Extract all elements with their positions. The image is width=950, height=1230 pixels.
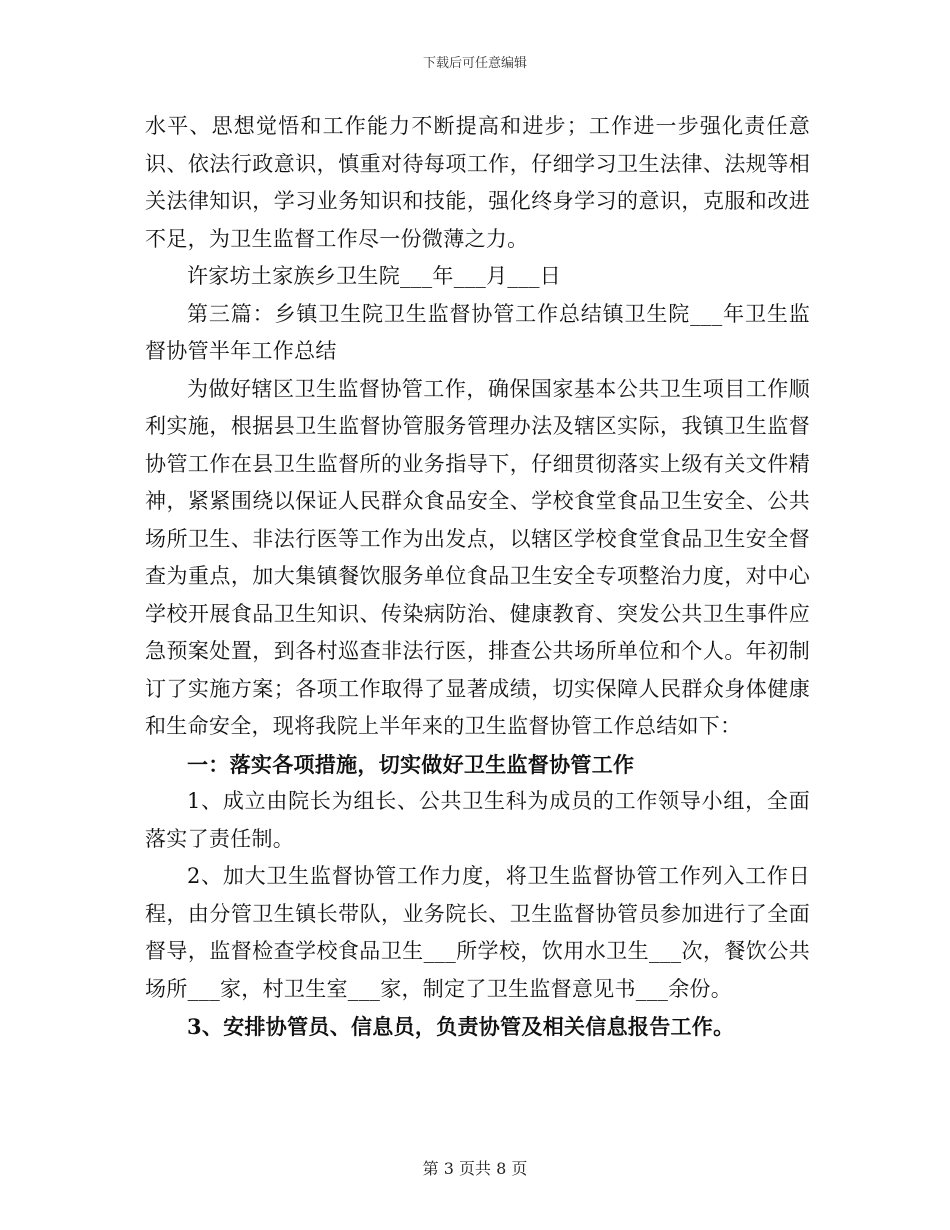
paragraph-introduction: 为做好辖区卫生监督协管工作，确保国家基本公共卫生项目工作顺利实施，根据县卫生监督协管服务管理办法及辖区实际，我镇卫生监督协管工作在县卫生监督所的业务指导下，仔细贯彻落实上级有关文件精神，紧紧围绕以保证人民群众食品安全、学校食堂食品卫生安全、公共场所卫生、非法行医等工作为出发点，以辖区学校食堂食品卫生安全督查为重点，加大集镇餐饮服务单位食品卫生安全专项整治力度，对中心学校开展食品卫生知识、传染病防治、健康教育、突发公共卫生事件应急预案处置，到各村巡查非法行医，排查公共场所单位和个人。年初制订了实施方案；各项工作取得了显著成绩，切实保障人民群众身体健康和生命安全，现将我院上半年来的卫生监督协管工作总结如下： bbox=[145, 376, 810, 738]
heading-item-3: 3、安排协管员、信息员，负责协管及相关信息报告工作。 bbox=[187, 1014, 735, 1039]
paragraph-section-title: 第三篇：乡镇卫生院卫生监督协管工作总结镇卫生院___年卫生监督协管半年工作总结 bbox=[145, 301, 810, 363]
paragraph-item-2: 2、加大卫生监督协管工作力度，将卫生监督协管工作列入工作日程，由分管卫生镇长带队，业务院长、卫生监督协管员参加进行了全面督导，监督检查学校食品卫生___所学校，饮用水卫生___次，餐饮公共场所___家，村卫生室___家，制定了卫生监督意见书___余份。 bbox=[145, 864, 810, 1001]
heading-section-one: 一：落实各项措施，切实做好卫生监督协管工作 bbox=[187, 751, 635, 777]
paragraph-continuation: 水平、思想觉悟和工作能力不断提高和进步；工作进一步强化责任意识、依法行政意识，慎重对待每项工作，仔细学习卫生法律、法规等相关法律知识，学习业务知识和技能，强化终身学习的意识，克服和改进不足，为卫生监督工作尽一份微薄之力。 bbox=[145, 114, 810, 251]
page-header: 下载后可任意编辑 bbox=[422, 56, 527, 71]
page-number: 第 3 页共 8 页 bbox=[422, 1159, 528, 1178]
paragraph-signature-date: 许家坊土家族乡卫生院___年___月___日 bbox=[187, 264, 562, 288]
paragraph-item-1: 1、成立由院长为组长、公共卫生科为成员的工作领导小组，全面落实了责任制。 bbox=[145, 789, 810, 851]
document-body bbox=[145, 108, 810, 1046]
